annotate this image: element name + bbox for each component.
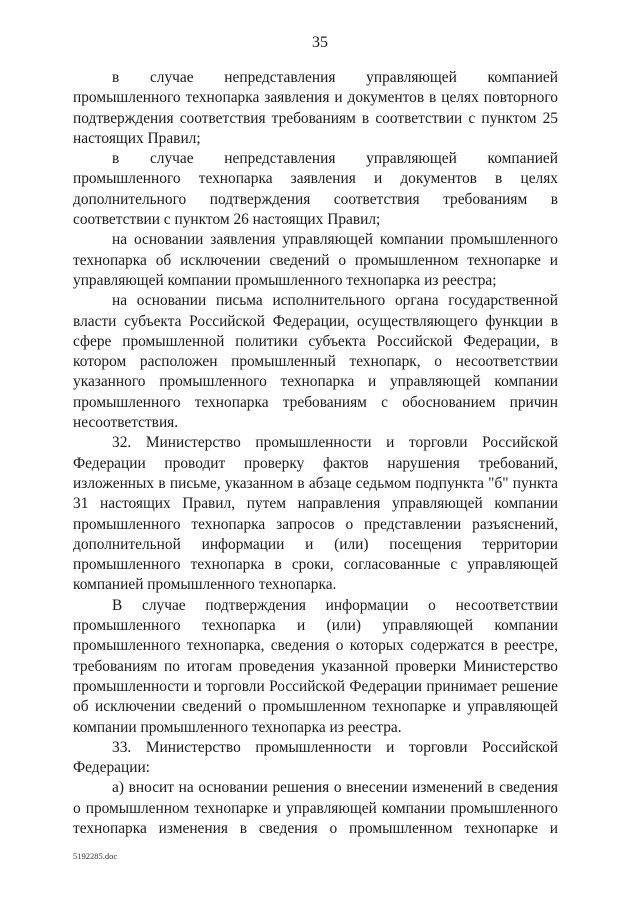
paragraph-3: на основании заявления управляющей компании промышленного технопарка об исключении сведений о промышленном технопарке и управляющей компании промышленного технопарка из реестра; xyxy=(73,231,558,289)
paragraph-33-a: а) вносит на основании решения о внесении изменений в сведения о промышленном технопарке и управляющей компании промышленного технопарка изменения в сведения о промышленном технопарке и xyxy=(73,779,558,837)
paragraph-2: в случае непредставления управляющей компанией промышленного технопарка заявления и документов в целях дополнительного подтверждения соответствия требованиям в соответствии с пунктом 26 настоящих Правил; xyxy=(73,150,558,229)
paragraph-1: в случае непредставления управляющей компанией промышленного технопарка заявления и документов в целях повторного подтверждения соответствия требованиям в соответствии с пунктом 25 настоящих Правил; xyxy=(73,69,558,147)
paragraph-4: на основании письма исполнительного органа государственной власти субъекта Российской Федерации, осуществляющего функции в сфере промышленной политики субъекта Российской Федерации, в котором расположен промышленный технопарк, о несоответствии указанного промышленного технопарка и управляющей компании промышленного технопарка требованиям с обоснованием причин несоответствия. xyxy=(73,292,558,432)
paragraph-32-continued: В случае подтверждения информации о несоответствии промышленного технопарка и (или) управляющей компании промышленного технопарка, сведения о которых содержатся в реестре, требованиям по итогам проведения указанной проверки Министерство промышленности и торговли Российской Федерации принимает решение об исключении сведений о промышленном технопарке и управляющей компании промышленного технопарка из реестра. xyxy=(73,596,558,736)
document-file-reference: 5192285.doc xyxy=(73,851,118,861)
document-body xyxy=(73,68,558,839)
paragraph-33: 33. Министерство промышленности и торговли Российской Федерации: xyxy=(73,738,558,777)
page-number: 35 xyxy=(312,34,328,51)
paragraph-32: 32. Министерство промышленности и торговли Российской Федерации проводит проверку фактов нарушения требований, изложенных в письме, указанном в абзаце седьмом подпункта "б" пункта 31 настоящих Правил, путем направления управляющей компании промышленного технопарка запросов о представлении разъяснений, дополнительной информации и (или) посещения территории промышленного технопарка в сроки, согласованные с управляющей компанией промышленного технопарка. xyxy=(73,434,558,594)
